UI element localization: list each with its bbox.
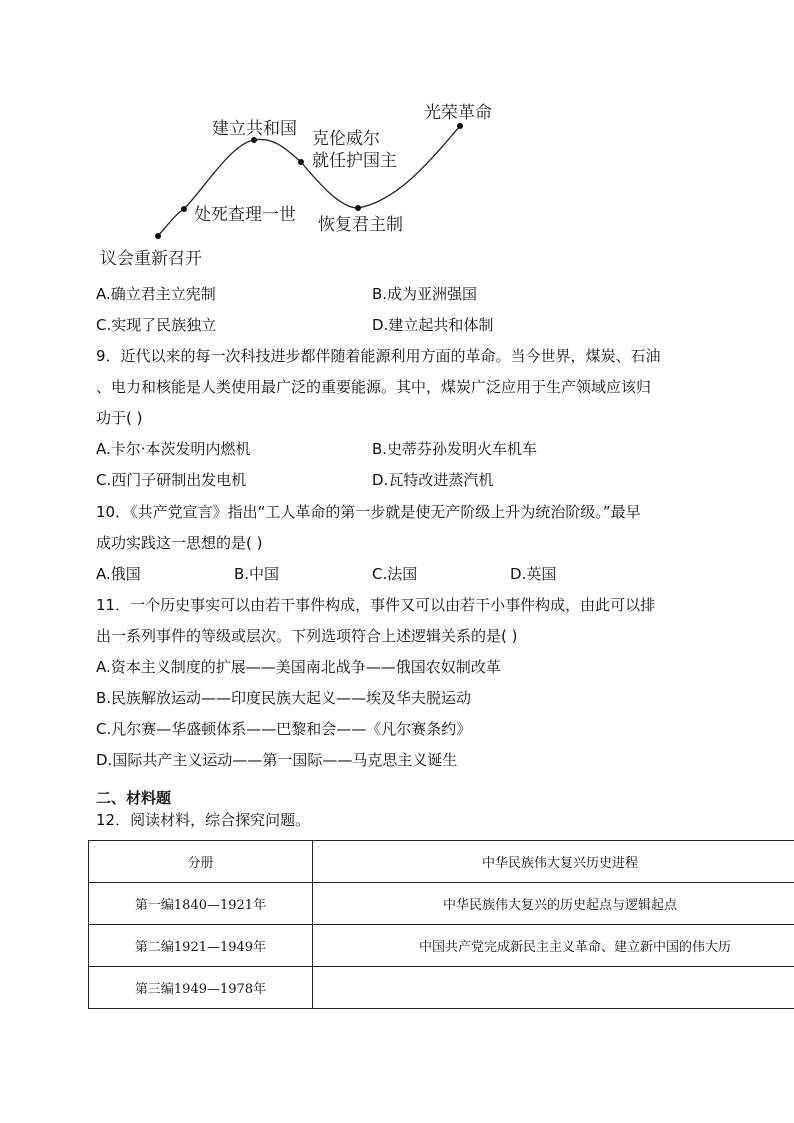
table-header-process: 中华民族伟大复兴历史进程 (313, 841, 794, 883)
label-republic: 建立共和国 (212, 119, 297, 139)
point-cromwell (298, 159, 304, 165)
table-cell: 第三编1949—1978年 (89, 967, 313, 1009)
revolution-wave-diagram (96, 96, 516, 276)
table-header-volume: 分册 (89, 841, 313, 883)
q11-stem-line-1: 11．一个历史事实可以由若干事件构成，事件又可以由若干小事件构成，由此可以排 (96, 596, 656, 614)
q9-stem-line-2: 、电力和核能是人类使用最广泛的重要能源。其中，煤炭广泛应用于生产领域应该归 (96, 378, 652, 396)
label-glorious: 光荣革命 (424, 103, 492, 123)
table-cell: 中国共产党完成新民主主义革命、建立新中国的伟大历 (313, 925, 794, 967)
q10-option-c[interactable]: C.法国 (372, 565, 418, 583)
q11-option-d[interactable]: D.国际共产主义运动——第一国际——马克思主义诞生 (96, 751, 458, 769)
q9-option-a[interactable]: A.卡尔·本茨发明内燃机 (96, 440, 251, 458)
table-cell: 中华民族伟大复兴的历史起点与逻辑起点 (313, 883, 794, 925)
q10-stem-line-2: 成功实践这一思想的是( ) (96, 534, 263, 552)
table-cell: 第二编1921—1949年 (89, 925, 313, 967)
label-execution: 处死查理一世 (194, 205, 296, 225)
q8-option-d[interactable]: D.建立起共和体制 (372, 316, 494, 334)
q11-option-b[interactable]: B.民族解放运动——印度民族大起义——埃及华夫脱运动 (96, 689, 472, 707)
q10-option-d[interactable]: D.英国 (510, 565, 557, 583)
q10-option-a[interactable]: A.俄国 (96, 565, 141, 583)
table-cell-empty (313, 967, 794, 1009)
label-parliament: 议会重新召开 (100, 249, 202, 269)
q9-stem-line-3: 功于( ) (96, 409, 143, 427)
q9-stem-line-1: 9．近代以来的每一次科技进步都伴随着能源利用方面的革命。当今世界，煤炭、石油 (96, 347, 661, 365)
q9-option-d[interactable]: D.瓦特改进蒸汽机 (372, 471, 494, 489)
q8-option-b[interactable]: B.成为亚洲强国 (372, 285, 478, 303)
label-cromwell-1: 克伦威尔 (312, 129, 380, 149)
history-table (88, 840, 794, 1009)
q11-option-c[interactable]: C.凡尔赛—华盛顿体系——巴黎和会——《凡尔赛条约》 (96, 720, 472, 738)
point-restoration (355, 205, 361, 211)
label-cromwell-2: 就任护国主 (312, 151, 397, 171)
q10-option-b[interactable]: B.中国 (234, 565, 280, 583)
q9-option-b[interactable]: B.史蒂芬孙发明火车机车 (372, 440, 538, 458)
table-row (89, 925, 794, 967)
table-header-row (89, 841, 794, 883)
point-execution (181, 206, 187, 212)
q10-stem-line-1: 10．《共产党宣言》指出“工人革命的第一步就是使无产阶级上升为统治阶级。”最早 (96, 503, 641, 521)
q8-option-c[interactable]: C.实现了民族独立 (96, 316, 217, 334)
table-row (89, 967, 794, 1009)
table-row (89, 883, 794, 925)
point-parliament (155, 233, 161, 239)
q9-option-c[interactable]: C.西门子研制出发电机 (96, 471, 247, 489)
q8-option-a[interactable]: A.确立君主立宪制 (96, 285, 216, 303)
table-cell: 第一编1840—1921年 (89, 883, 313, 925)
point-glorious (457, 123, 463, 129)
q11-stem-line-2: 出一系列事件的等级或层次。下列选项符合上述逻辑关系的是( ) (96, 627, 518, 645)
q12-intro: 12．阅读材料，综合探究问题。 (96, 811, 311, 829)
q11-option-a[interactable]: A.资本主义制度的扩展——美国南北战争——俄国农奴制改革 (96, 658, 501, 676)
section-title: 二、材料题 (96, 789, 172, 807)
label-restoration: 恢复君主制 (318, 215, 403, 235)
